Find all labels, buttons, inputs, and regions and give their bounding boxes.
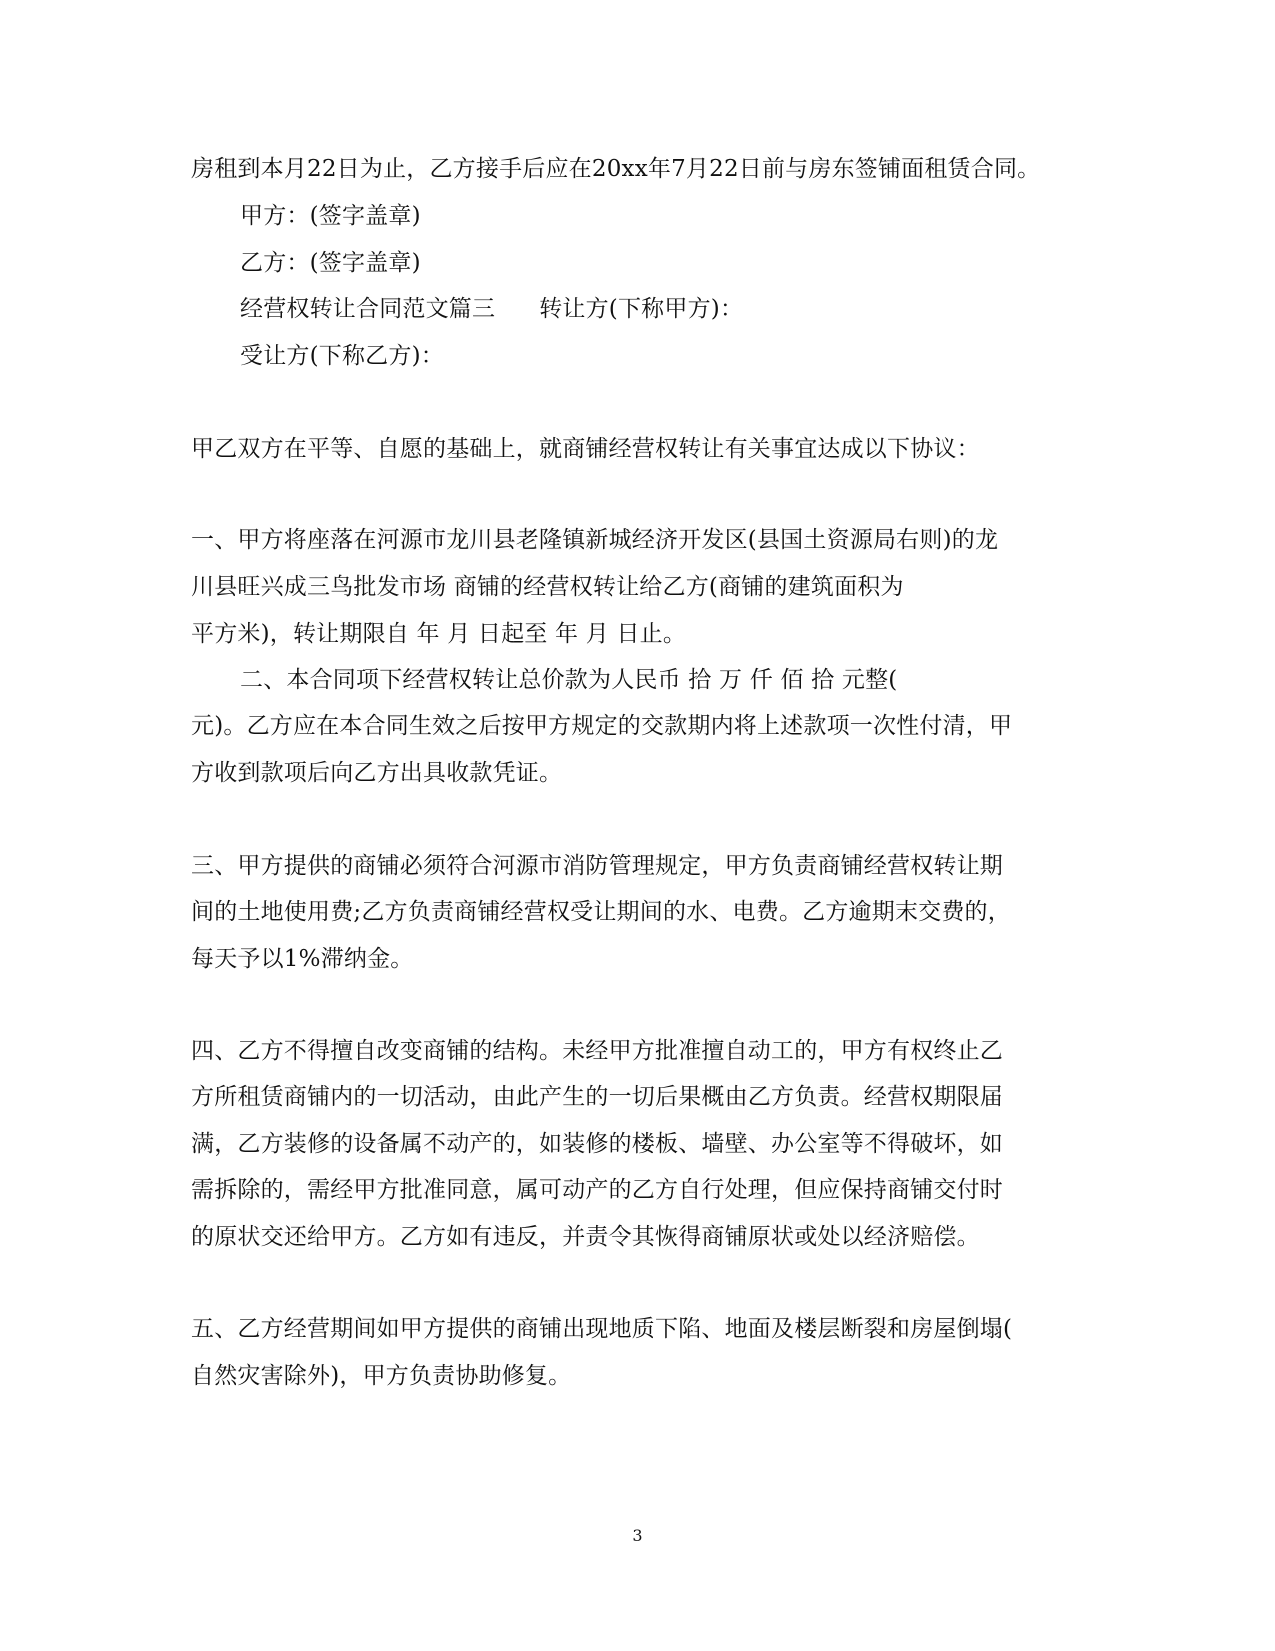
- clause-3-line-2: 间的土地使用费;乙方负责商铺经营权受让期间的水、电费。乙方逾期末交费的，: [191, 899, 1011, 925]
- clause-1-line-1: 一、甲方将座落在河源市龙川县老隆镇新城经济开发区(县国土资源局右则)的龙: [191, 527, 999, 553]
- clause-5-line-1: 五、乙方经营期间如甲方提供的商铺出现地质下陷、地面及楼层断裂和房屋倒塌(: [191, 1316, 1013, 1342]
- section-title: 经营权转让合同范文篇三: [240, 296, 496, 322]
- agreement-intro: 甲乙双方在平等、自愿的基础上，就商铺经营权转让有关事宜达成以下协议：: [191, 436, 980, 462]
- clause-4-line-1: 四、乙方不得擅自改变商铺的结构。未经甲方批准擅自动工的，甲方有权终止乙: [191, 1038, 1003, 1064]
- signature-party-a: 甲方：(签字盖章): [240, 203, 421, 229]
- clause-4-line-4: 需拆除的，需经甲方批准同意，属可动产的乙方自行处理，但应保持商铺交付时: [191, 1177, 1003, 1203]
- text-line: 房租到本月22日为止，乙方接手后应在20xx年7月22日前与房东签铺面租赁合同。: [191, 156, 1041, 182]
- clause-2-line-1: 二、本合同项下经营权转让总价款为人民币 拾 万 仟 佰 拾 元整(: [240, 667, 898, 693]
- clause-5-line-2: 自然灾害除外)，甲方负责协助修复。: [191, 1363, 572, 1389]
- transferor-label: 转让方(下称甲方)：: [539, 296, 744, 322]
- clause-4-line-2: 方所租赁商铺内的一切活动，由此产生的一切后果概由乙方负责。经营权期限届: [191, 1084, 1003, 1110]
- clause-1-line-3: 平方米)，转让期限自 年 月 日起至 年 月 日止。: [191, 621, 687, 647]
- clause-3-line-1: 三、甲方提供的商铺必须符合河源市消防管理规定，甲方负责商铺经营权转让期: [191, 853, 1003, 879]
- page-number: 3: [632, 1526, 643, 1545]
- section-heading-line: [240, 294, 743, 324]
- clause-2-line-2: 元)。乙方应在本合同生效之后按甲方规定的交款期内将上述款项一次性付清，甲: [191, 713, 1013, 739]
- clause-4-line-5: 的原状交还给甲方。乙方如有违反，并责令其恢得商铺原状或处以经济赔偿。: [191, 1224, 980, 1250]
- clause-4-line-3: 满，乙方装修的设备属不动产的，如装修的楼板、墙壁、办公室等不得破坏，如: [191, 1131, 1003, 1157]
- clause-3-line-3: 每天予以1%滞纳金。: [191, 946, 414, 972]
- clause-2-line-3: 方收到款项后向乙方出具收款凭证。: [191, 760, 563, 786]
- transferee-label: 受让方(下称乙方)：: [240, 343, 444, 369]
- signature-party-b: 乙方：(签字盖章): [240, 250, 421, 276]
- clause-1-line-2: 川县旺兴成三鸟批发市场 商铺的经营权转让给乙方(商铺的建筑面积为: [191, 574, 904, 600]
